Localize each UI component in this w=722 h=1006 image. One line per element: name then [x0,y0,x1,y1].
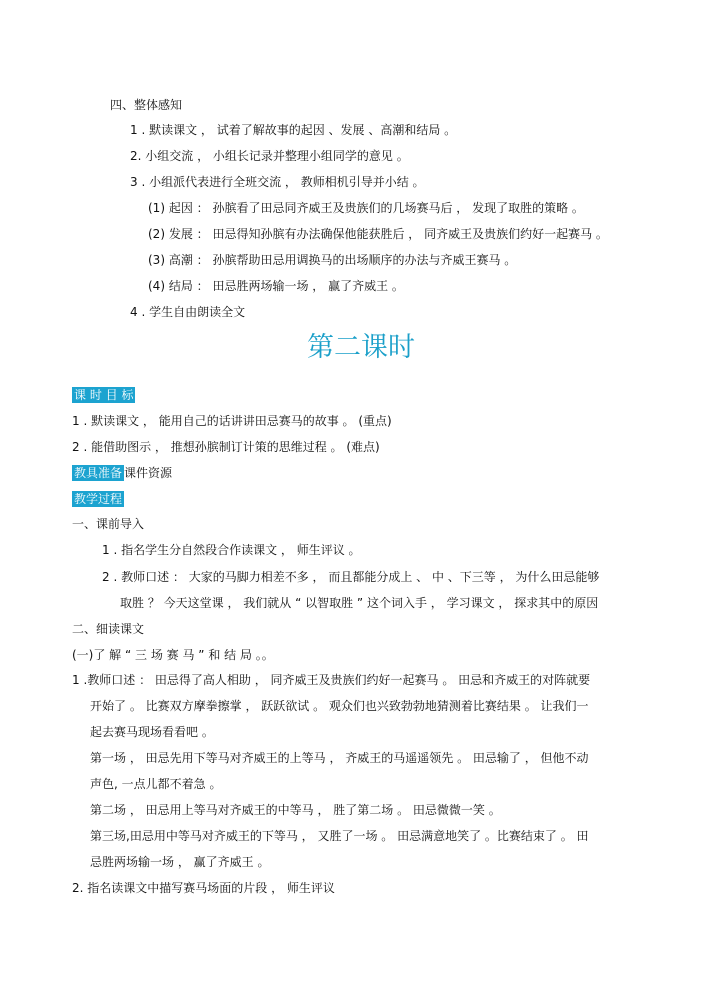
section4-item-3: 3 . 小组派代表进行全班交流 ， 教师相机引导并小结 。 [130,175,425,189]
part1-item-2: 2 . 教师口述 ： 大家的马脚力相差不多 ， 而且都能分成上 、 中 、下三等 ， 为什么田忌能够 [102,570,600,584]
section4-sub-item-4: (4) 结局 ： 田忌胜两场输一场 ， 赢了齐威王 。 [148,279,404,293]
section4-sub-item-2: (2) 发展 ： 田忌得知孙膑有办法确保他能获胜后 ， 同齐威王及贵族们约好一起赛马 。 [148,227,608,241]
goals-tag-line [72,387,135,403]
section4-sub-item-3: (3) 高潮 ： 孙膑帮助田忌用调换马的出场顺序的办法与齐威王赛马 。 [148,253,517,267]
part2-heading: 二、细读课文 [72,622,145,636]
part1-item-1: 1 . 指名学生分自然段合作读课文 ， 师生评议 。 [102,543,361,557]
prep-text: 课件资源 [124,466,173,480]
part2-line-7: 第三场,田忌用中等马对齐威王的下等马 ， 又胜了一场 。 田忌满意地笑了 。比赛结束了 。 田 [90,829,589,843]
section4-item-4: 4 . 学生自由朗读全文 [130,305,246,319]
goal-item-1: 1 . 默读课文 ， 能用自己的话讲讲田忌赛马的故事 。 (重点) [72,414,392,428]
prep-tag: 教具准备 [74,466,123,480]
part2-line-5: 声色, 一点儿都不着急 。 [90,777,222,791]
part1-item-2-cont: 取胜 ？ 今天这堂课 ， 我们就从 “ 以智取胜 ” 这个词入手 ， 学习课文 ， 探求其中的原因 [120,596,599,610]
section4-sub-item-1: (1) 起因 ： 孙膑看了田忌同齐威王及贵族们的几场赛马后 ， 发现了取胜的策略 。 [148,201,584,215]
part2-line-3: 起去赛马现场看看吧 。 [90,725,214,739]
part2-sub-heading: (一)了 解 “ 三 场 赛 马 ” 和 结 局 。。 [72,648,274,662]
part2-line-8: 忌胜两场输一场 ， 赢了齐威王 。 [90,855,270,869]
part2-line-2: 开始了 。 比赛双方摩拳擦掌 ， 跃跃欲试 。 观众们也兴致勃勃地猜测着比赛结果 。 让我们一 [90,699,589,713]
section4-item-1: 1 . 默读课文 ， 试着了解故事的起因 、发展 、高潮和结局 。 [130,123,457,137]
part2-line-9: 2. 指名读课文中描写赛马场面的片段 ， 师生评议 [72,881,335,895]
goal-item-2: 2 . 能借助图示 ， 推想孙膑制订计策的思维过程 。 (难点) [72,440,380,454]
prep-line [72,465,172,481]
process-tag-line [72,491,124,507]
part1-heading: 一、课前导入 [72,517,145,531]
section4-item-2: 2. 小组交流 ， 小组长记录并整理小组同学的意见 。 [130,149,409,163]
goals-tag: 课 时 目 标 [74,388,134,402]
process-tag: 教学过程 [74,492,123,506]
lesson-title: 第二课时 [307,332,415,363]
section4-heading: 四、整体感知 [110,98,183,112]
part2-line-1: 1 .教师口述 ： 田忌得了高人相助 ， 同齐威王及贵族们约好一起赛马 。 田忌和齐威王的对阵就要 [72,673,591,687]
part2-line-6: 第二场 ， 田忌用上等马对齐威王的中等马 ， 胜了第二场 。 田忌微微一笑 。 [90,803,501,817]
part2-line-4: 第一场 ， 田忌先用下等马对齐威王的上等马 ， 齐威王的马遥遥领先 。 田忌输了 ， 但他不动 [90,751,589,765]
